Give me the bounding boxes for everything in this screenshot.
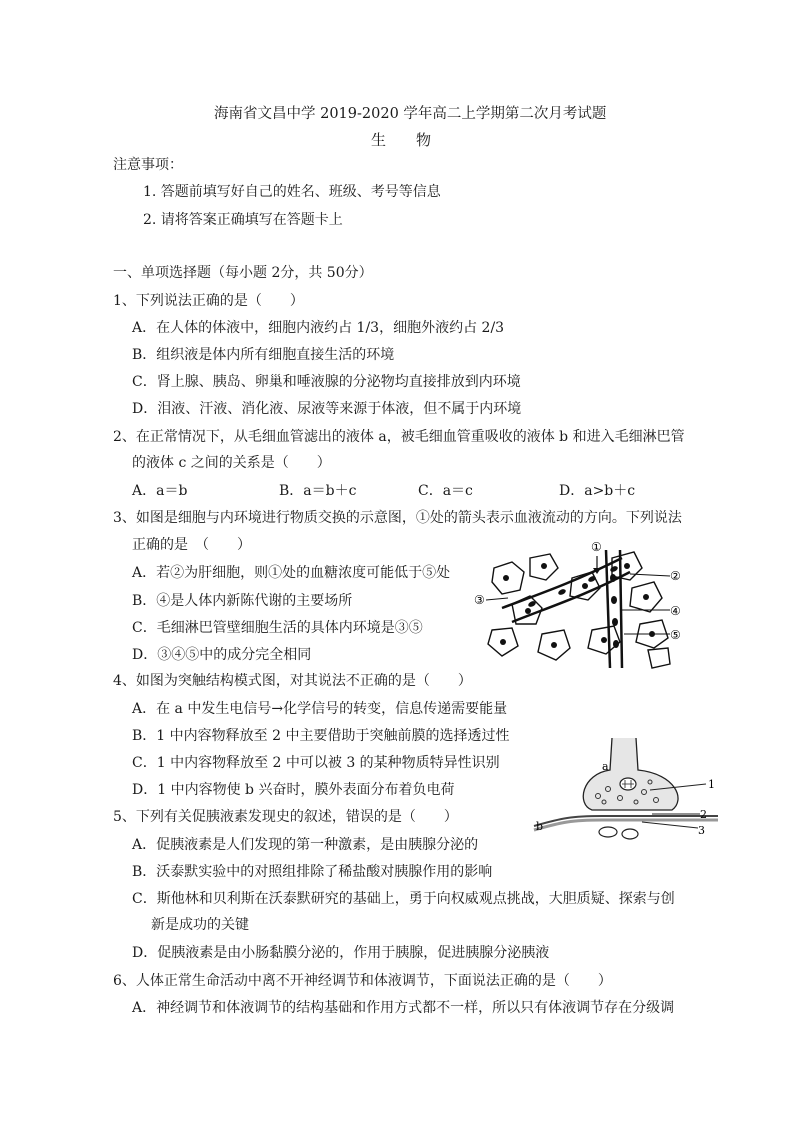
option-a: A．在 a 中发生电信号→化学信号的转变，信息传递需要能量 [132,701,508,717]
notice-item: 2. 请将答案正确填写在答题卡上 [143,212,343,228]
figure-label: b [536,820,544,833]
option-b: B．1 中内容物释放至 2 中主要借助于突触前膜的选择透过性 [132,728,510,744]
question-stem: 1、下列说法正确的是（ ） [113,293,304,309]
section-heading: 一、单项选择题（每小题 2分，共 50分） [113,265,373,281]
option-a: A．a＝b [132,483,188,499]
question-stem: 6、人体正常生命活动中离不开神经调节和体液调节，下面说法正确的是（ ） [113,973,612,989]
option-d: D．泪液、汗液、消化液、尿液等来源于体液，但不属于内环境 [132,401,522,417]
option-d: D．1 中内容物使 b 兴奋时，膜外表面分布着负电荷 [132,782,455,798]
option-b: B．组织液是体内所有细胞直接生活的环境 [132,347,395,363]
option-d: D．③④⑤中的成分完全相同 [132,647,312,663]
question-stem: 2、在正常情况下，从毛细血管滤出的液体 a，被毛细血管重吸收的液体 b 和进入毛细淋巴管 [113,429,685,445]
figure-label: ⑤ [670,628,681,642]
option-a: A．若②为肝细胞，则①处的血糖浓度可能低于⑤处 [132,565,451,581]
option-b: B．a＝b＋c [279,483,357,499]
question-stem: 正确的是 （ ） [132,537,251,553]
question-stem: 的液体 c 之间的关系是（ ） [132,455,331,471]
notice-heading: 注意事项： [113,157,183,173]
figure-label: ① [591,540,602,554]
cell-exchange-figure [472,538,690,673]
notice-item: 1. 答题前填写好自己的姓名、班级、考号等信息 [143,184,441,200]
option-c-continuation: 新是成功的关键 [151,917,249,933]
option-c: C．肾上腺、胰岛、卵巢和唾液腺的分泌物均直接排放到内环境 [132,374,521,390]
figure-label: 2 [700,808,707,821]
option-c: C．1 中内容物释放至 2 中可以被 3 的某种物质特异性识别 [132,755,500,771]
question-stem: 3、如图是细胞与内环境进行物质交换的示意图，①处的箭头表示血液流动的方向。下列说法 [113,510,682,526]
question-stem: 4、如图为突触结构模式图，对其说法不正确的是（ ） [113,673,472,689]
figure-label: ② [670,569,681,583]
option-d: D．促胰液素是由小肠黏膜分泌的，作用于胰腺，促进胰腺分泌胰液 [132,945,550,961]
paper-title: 海南省文昌中学 2019-2020 学年高二上学期第二次月考试题 [214,106,607,122]
option-c: C．斯他林和贝利斯在沃泰默研究的基础上，勇于向权威观点挑战，大胆质疑、探索与创 [132,891,675,907]
option-a: A．在人体的体液中，细胞内液约占 1/3，细胞外液约占 2/3 [132,320,505,336]
figure-label: ③ [474,593,485,607]
question-stem: 5、下列有关促胰液素发现史的叙述，错误的是（ ） [113,809,458,825]
option-a: A．促胰液素是人们发现的第一种激素，是由胰腺分泌的 [132,837,479,853]
option-c: C．a＝c [418,483,473,499]
figure-label: ④ [670,604,681,618]
figure-label: a [602,760,609,773]
option-c: C．毛细淋巴管壁细胞生活的具体内环境是③⑤ [132,620,423,636]
option-b: B．④是人体内新陈代谢的主要场所 [132,593,353,609]
synapse-figure [532,734,718,844]
figure-label: 1 [708,778,715,791]
figure-label: 3 [698,824,705,837]
subject-title: 生 物 [371,131,432,149]
option-d: D．a>b＋c [559,483,636,499]
option-b: B．沃泰默实验中的对照组排除了稀盐酸对胰腺作用的影响 [132,864,493,880]
option-a: A．神经调节和体液调节的结构基础和作用方式都不一样，所以只有体液调节存在分级调 [132,1000,675,1016]
